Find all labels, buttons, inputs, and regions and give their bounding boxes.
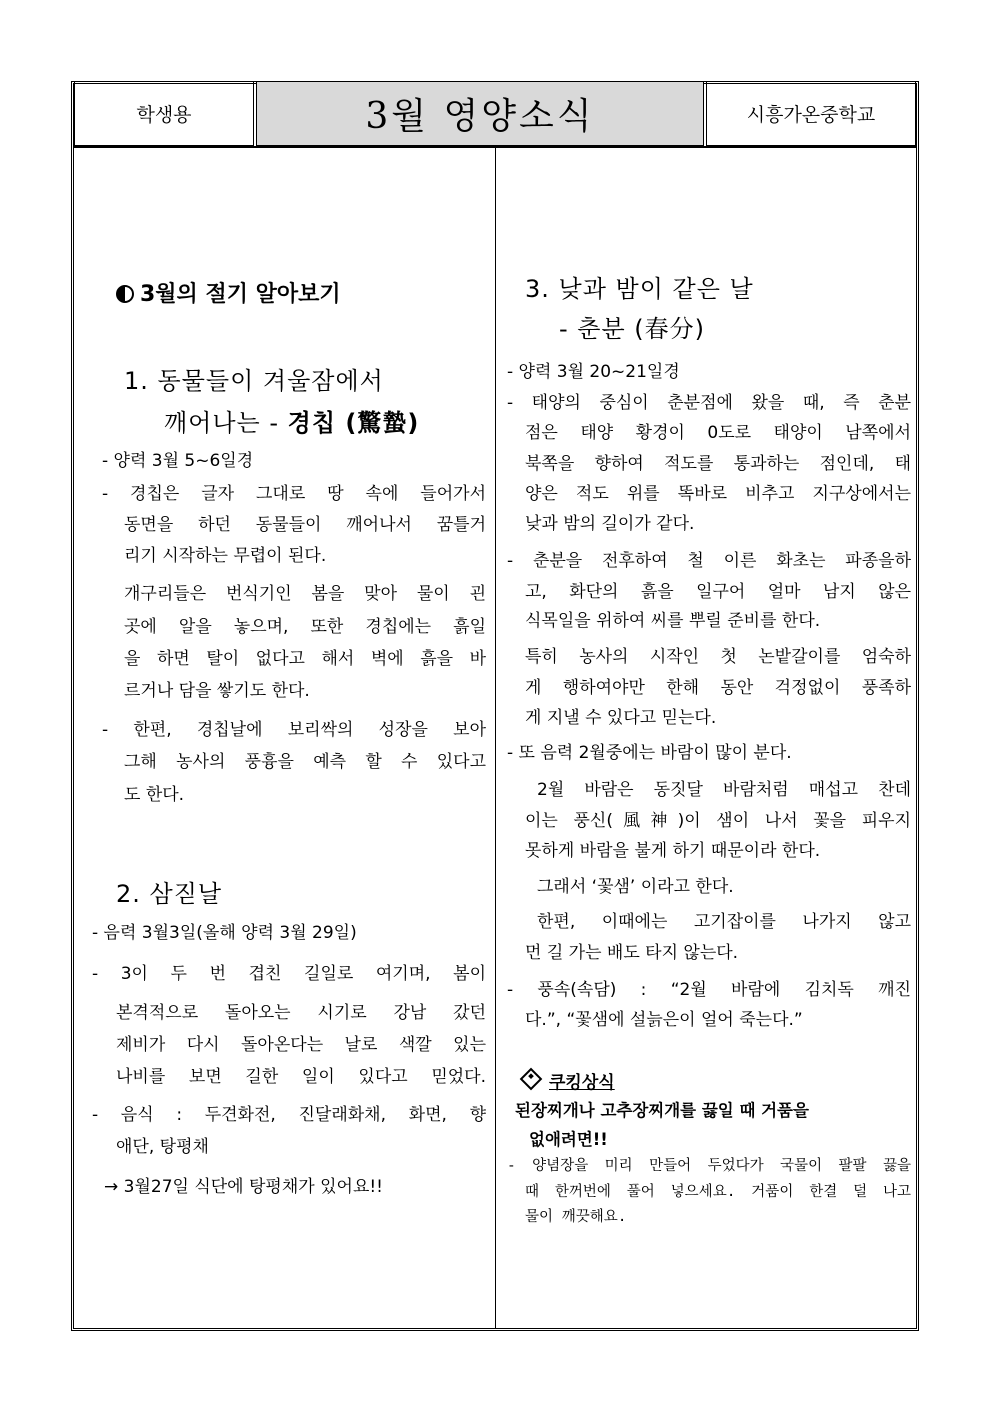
audience-label: 학생용 bbox=[74, 81, 254, 146]
s1-line: - 양력 3월 5~6일경 bbox=[102, 451, 254, 471]
s2-line: - 음식 : 두견화전, 진달래화채, 화면, 향 bbox=[92, 1105, 486, 1125]
s1-title-term: 경칩 (驚蟄) bbox=[287, 409, 420, 437]
diamond-icon bbox=[520, 1068, 543, 1091]
s1-line: 곳에 알을 놓으며, 또한 경칩에는 흙일 bbox=[124, 617, 486, 637]
cooking-line: 물이 깨끗해요. bbox=[525, 1209, 627, 1225]
s3-title-line1: 3. 낮과 밤이 같은 날 bbox=[525, 275, 754, 303]
s1-line: 도 한다. bbox=[124, 785, 185, 805]
s1-title-line2 bbox=[164, 407, 419, 439]
s3-line: 게 지낼 수 있다고 믿는다. bbox=[525, 708, 717, 728]
section-heading bbox=[116, 280, 341, 310]
s3-line: - 태양의 중심이 춘분점에 왔을 때, 즉 춘분 bbox=[507, 393, 911, 413]
half-circle-icon bbox=[116, 285, 134, 303]
cooking-heading bbox=[517, 1071, 615, 1095]
cooking-line: 때 한꺼번에 풀어 넣으세요. 거품이 한결 덜 나고 bbox=[525, 1184, 911, 1200]
s1-line: - 경칩은 글자 그대로 땅 속에 들어가서 bbox=[102, 484, 486, 504]
s3-line: - 풍속(속담) : “2월 바람에 김치독 깨진 bbox=[507, 980, 911, 1000]
s1-line: 그해 농사의 풍흉을 예측 할 수 있다고 bbox=[124, 752, 486, 772]
s3-line: 양은 적도 위를 똑바로 비추고 지구상에서는 bbox=[525, 484, 911, 504]
s3-line: 2월 바람은 동짓달 바람처럼 매섭고 찬데 bbox=[537, 780, 911, 800]
s3-line: 그래서 ‘꽃샘’ 이라고 한다. bbox=[537, 877, 734, 897]
cooking-headline: 없애려면!! bbox=[529, 1130, 608, 1149]
s2-line: 제비가 다시 돌아온다는 날로 색깔 있는 bbox=[116, 1035, 486, 1055]
s1-line: - 한편, 경칩날에 보리싹의 성장을 보아 bbox=[102, 720, 486, 740]
s3-line: 북쪽을 향하여 적도를 통과하는 점인데, 태 bbox=[525, 454, 911, 474]
s3-line: - 양력 3월 20~21일경 bbox=[507, 362, 680, 382]
s3-line: 식목일을 위하여 씨를 뿌릴 준비를 한다. bbox=[525, 611, 821, 631]
s2-title: 2. 삼짇날 bbox=[116, 880, 223, 908]
s2-note: → 3월27일 식단에 탕평채가 있어요!! bbox=[104, 1177, 384, 1197]
s2-line: 애단, 탕평채 bbox=[116, 1137, 209, 1157]
s3-line: - 또 음력 2월중에는 바람이 많이 분다. bbox=[507, 743, 792, 763]
s1-line: 동면을 하던 동물들이 깨어나서 꿈틀거 bbox=[124, 515, 486, 535]
cooking-line: - 양념장을 미리 만들어 두었다가 국물이 팔팔 끓을 bbox=[507, 1158, 911, 1174]
s3-line: 특히 농사의 시작인 첫 논밭갈이를 엄숙하 bbox=[525, 647, 911, 667]
cooking-headline: 된장찌개나 고추장찌개를 끓일 때 거품을 bbox=[515, 1101, 809, 1120]
page-title: 3월 영양소식 bbox=[256, 81, 704, 146]
s1-line: 을 하면 탈이 없다고 해서 벽에 흙을 바 bbox=[124, 649, 486, 669]
column-divider bbox=[495, 146, 496, 1328]
school-name: 시흥가온중학교 bbox=[706, 81, 916, 146]
s2-line: - 3이 두 번 겹친 길일로 여기며, 봄이 bbox=[92, 964, 486, 984]
s2-line: 나비를 보면 길한 일이 있다고 믿었다. bbox=[116, 1067, 486, 1087]
s3-line: 다.”, “꽃샘에 설늙은이 얼어 죽는다.” bbox=[525, 1010, 803, 1030]
s3-line: 이는 풍신(風神)이 샘이 나서 꽃을 피우지 bbox=[525, 811, 911, 831]
s1-title-line1: 1. 동물들이 겨울잠에서 bbox=[124, 367, 384, 395]
s2-line: - 음력 3월3일(올해 양력 3월 29일) bbox=[92, 923, 357, 943]
s3-line: 못하게 바람을 불게 하기 때문이라 한다. bbox=[525, 841, 821, 861]
cooking-heading-text: 쿠킹상식 bbox=[549, 1073, 615, 1093]
section-heading-text: 3월의 절기 알아보기 bbox=[140, 282, 341, 307]
s3-title-line2: - 춘분 (春分) bbox=[559, 315, 706, 343]
s3-line: 먼 길 가는 배도 타지 않는다. bbox=[525, 943, 739, 963]
s1-line: 개구리들은 번식기인 봄을 맞아 물이 괸 bbox=[124, 584, 486, 604]
s3-line: - 춘분을 전후하여 철 이른 화초는 파종을하 bbox=[507, 551, 911, 571]
s1-line: 리기 시작하는 무렵이 된다. bbox=[124, 546, 327, 566]
s1-line: 르거나 담을 쌓기도 한다. bbox=[124, 681, 310, 701]
s3-line: 낮과 밤의 길이가 같다. bbox=[525, 514, 695, 534]
s3-line: 게 행하여야만 한해 동안 걱정없이 풍족하 bbox=[525, 678, 911, 698]
s3-line: 점은 태양 황경이 0도로 태양이 남쪽에서 bbox=[525, 423, 911, 443]
s1-title-prefix: 깨어나는 - bbox=[164, 409, 288, 437]
s3-line: 한편, 이때에는 고기잡이를 나가지 않고 bbox=[537, 912, 911, 932]
s2-line: 본격적으로 돌아오는 시기로 강남 갔던 bbox=[116, 1003, 486, 1023]
s3-line: 고, 화단의 흙을 일구어 얼마 남지 않은 bbox=[525, 582, 911, 602]
